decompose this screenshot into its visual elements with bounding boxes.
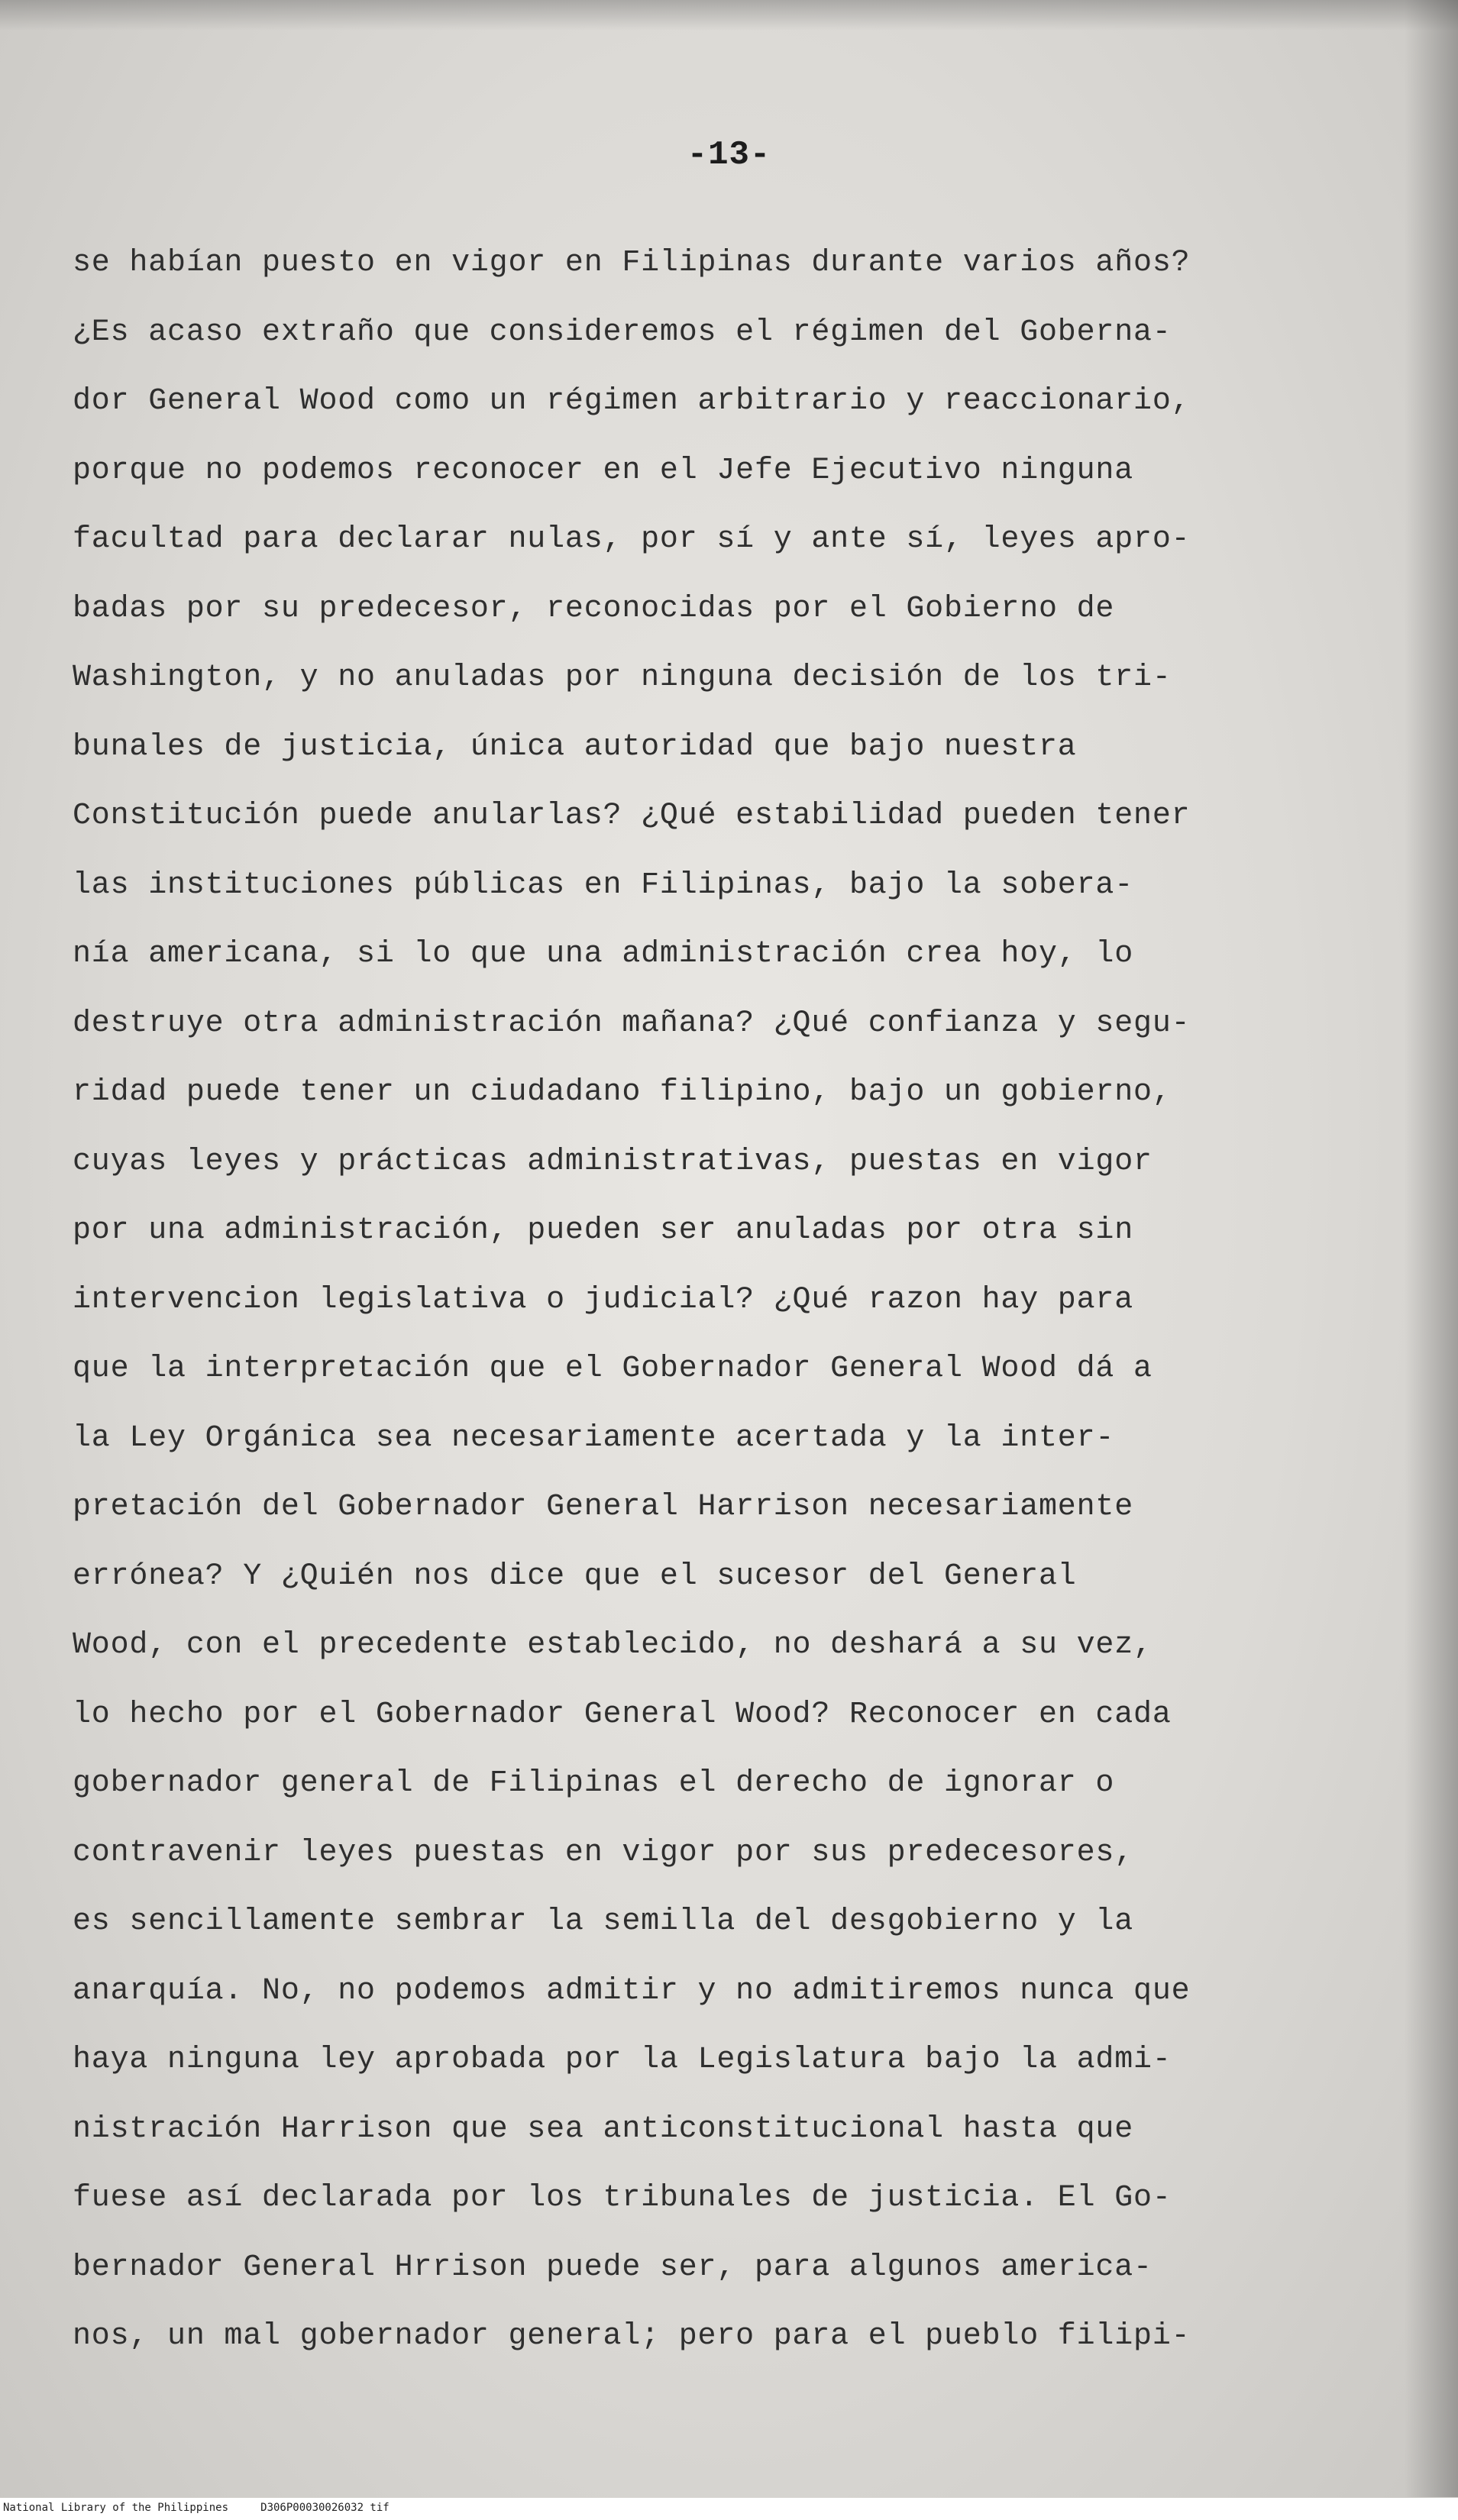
text-line: lo hecho por el Gobernador General Wood? Reconocer en cada	[73, 1697, 1172, 1732]
text-line: intervencion legislativa o judicial? ¿Qué razon hay para	[73, 1282, 1134, 1317]
body-text	[73, 229, 1363, 2372]
text-line: nía americana, si lo que una administración crea hoy, lo	[73, 937, 1134, 971]
text-line: ridad puede tener un ciudadano filipino, bajo un gobierno,	[73, 1075, 1172, 1110]
text-line: errónea? Y ¿Quién nos dice que el sucesor del General	[73, 1559, 1077, 1594]
text-line: haya ninguna ley aprobada por la Legislatura bajo la admi-	[73, 2043, 1172, 2077]
text-line: Wood, con el precedente establecido, no deshará a su vez,	[73, 1628, 1152, 1662]
text-line: pretación del Gobernador General Harrison necesariamente	[73, 1490, 1134, 1524]
text-line: dor General Wood como un régimen arbitrario y reaccionario,	[73, 384, 1191, 418]
text-line: Washington, y no anuladas por ninguna decisión de los tri-	[73, 661, 1172, 695]
text-line: es sencillamente sembrar la semilla del desgobierno y la	[73, 1905, 1134, 1939]
text-line: badas por su predecesor, reconocidas por el Gobierno de	[73, 591, 1115, 626]
text-line: cuyas leyes y prácticas administrativas, puestas en vigor	[73, 1144, 1152, 1179]
text-line: ¿Es acaso extraño que consideremos el régimen del Goberna-	[73, 315, 1172, 350]
text-line: bunales de justicia, única autoridad que bajo nuestra	[73, 729, 1077, 764]
text-line: contravenir leyes puestas en vigor por sus predecesores,	[73, 1835, 1134, 1870]
text-line: nos, un mal gobernador general; pero para el pueblo filipi-	[73, 2319, 1191, 2354]
footer-caption: National Library of the Philippines D306P00030026032 tif	[3, 2502, 390, 2514]
text-line: Constitución puede anularlas? ¿Qué estabilidad pueden tener	[73, 799, 1191, 833]
text-line: anarquía. No, no podemos admitir y no admitiremos nunca que	[73, 1973, 1191, 2008]
text-line: facultad para declarar nulas, por sí y ante sí, leyes apro-	[73, 522, 1191, 557]
text-line: la Ley Orgánica sea necesariamente acertada y la inter-	[73, 1420, 1115, 1455]
text-line: porque no podemos reconocer en el Jefe Ejecutivo ninguna	[73, 453, 1134, 488]
text-line: las instituciones públicas en Filipinas, bajo la sobera-	[73, 867, 1134, 903]
text-line: por una administración, pueden ser anuladas por otra sin	[73, 1213, 1134, 1248]
text-line: nistración Harrison que sea anticonstitucional hasta que	[73, 2111, 1134, 2147]
text-line: que la interpretación que el Gobernador General Wood dá a	[73, 1352, 1152, 1386]
text-line: gobernador general de Filipinas el derecho de ignorar o	[73, 1766, 1115, 1801]
text-line: destruye otra administración mañana? ¿Qué confianza y segu-	[73, 1006, 1191, 1041]
page-number: -13-	[687, 136, 771, 174]
text-line: fuese así declarada por los tribunales de justicia. El Go-	[73, 2181, 1172, 2215]
text-line: bernador General Hrrison puede ser, para algunos america-	[73, 2250, 1152, 2285]
scan-right-shadow	[1405, 0, 1458, 2497]
text-line: se habían puesto en vigor en Filipinas durante varios años?	[73, 246, 1191, 280]
scan-top-shadow	[0, 0, 1458, 31]
